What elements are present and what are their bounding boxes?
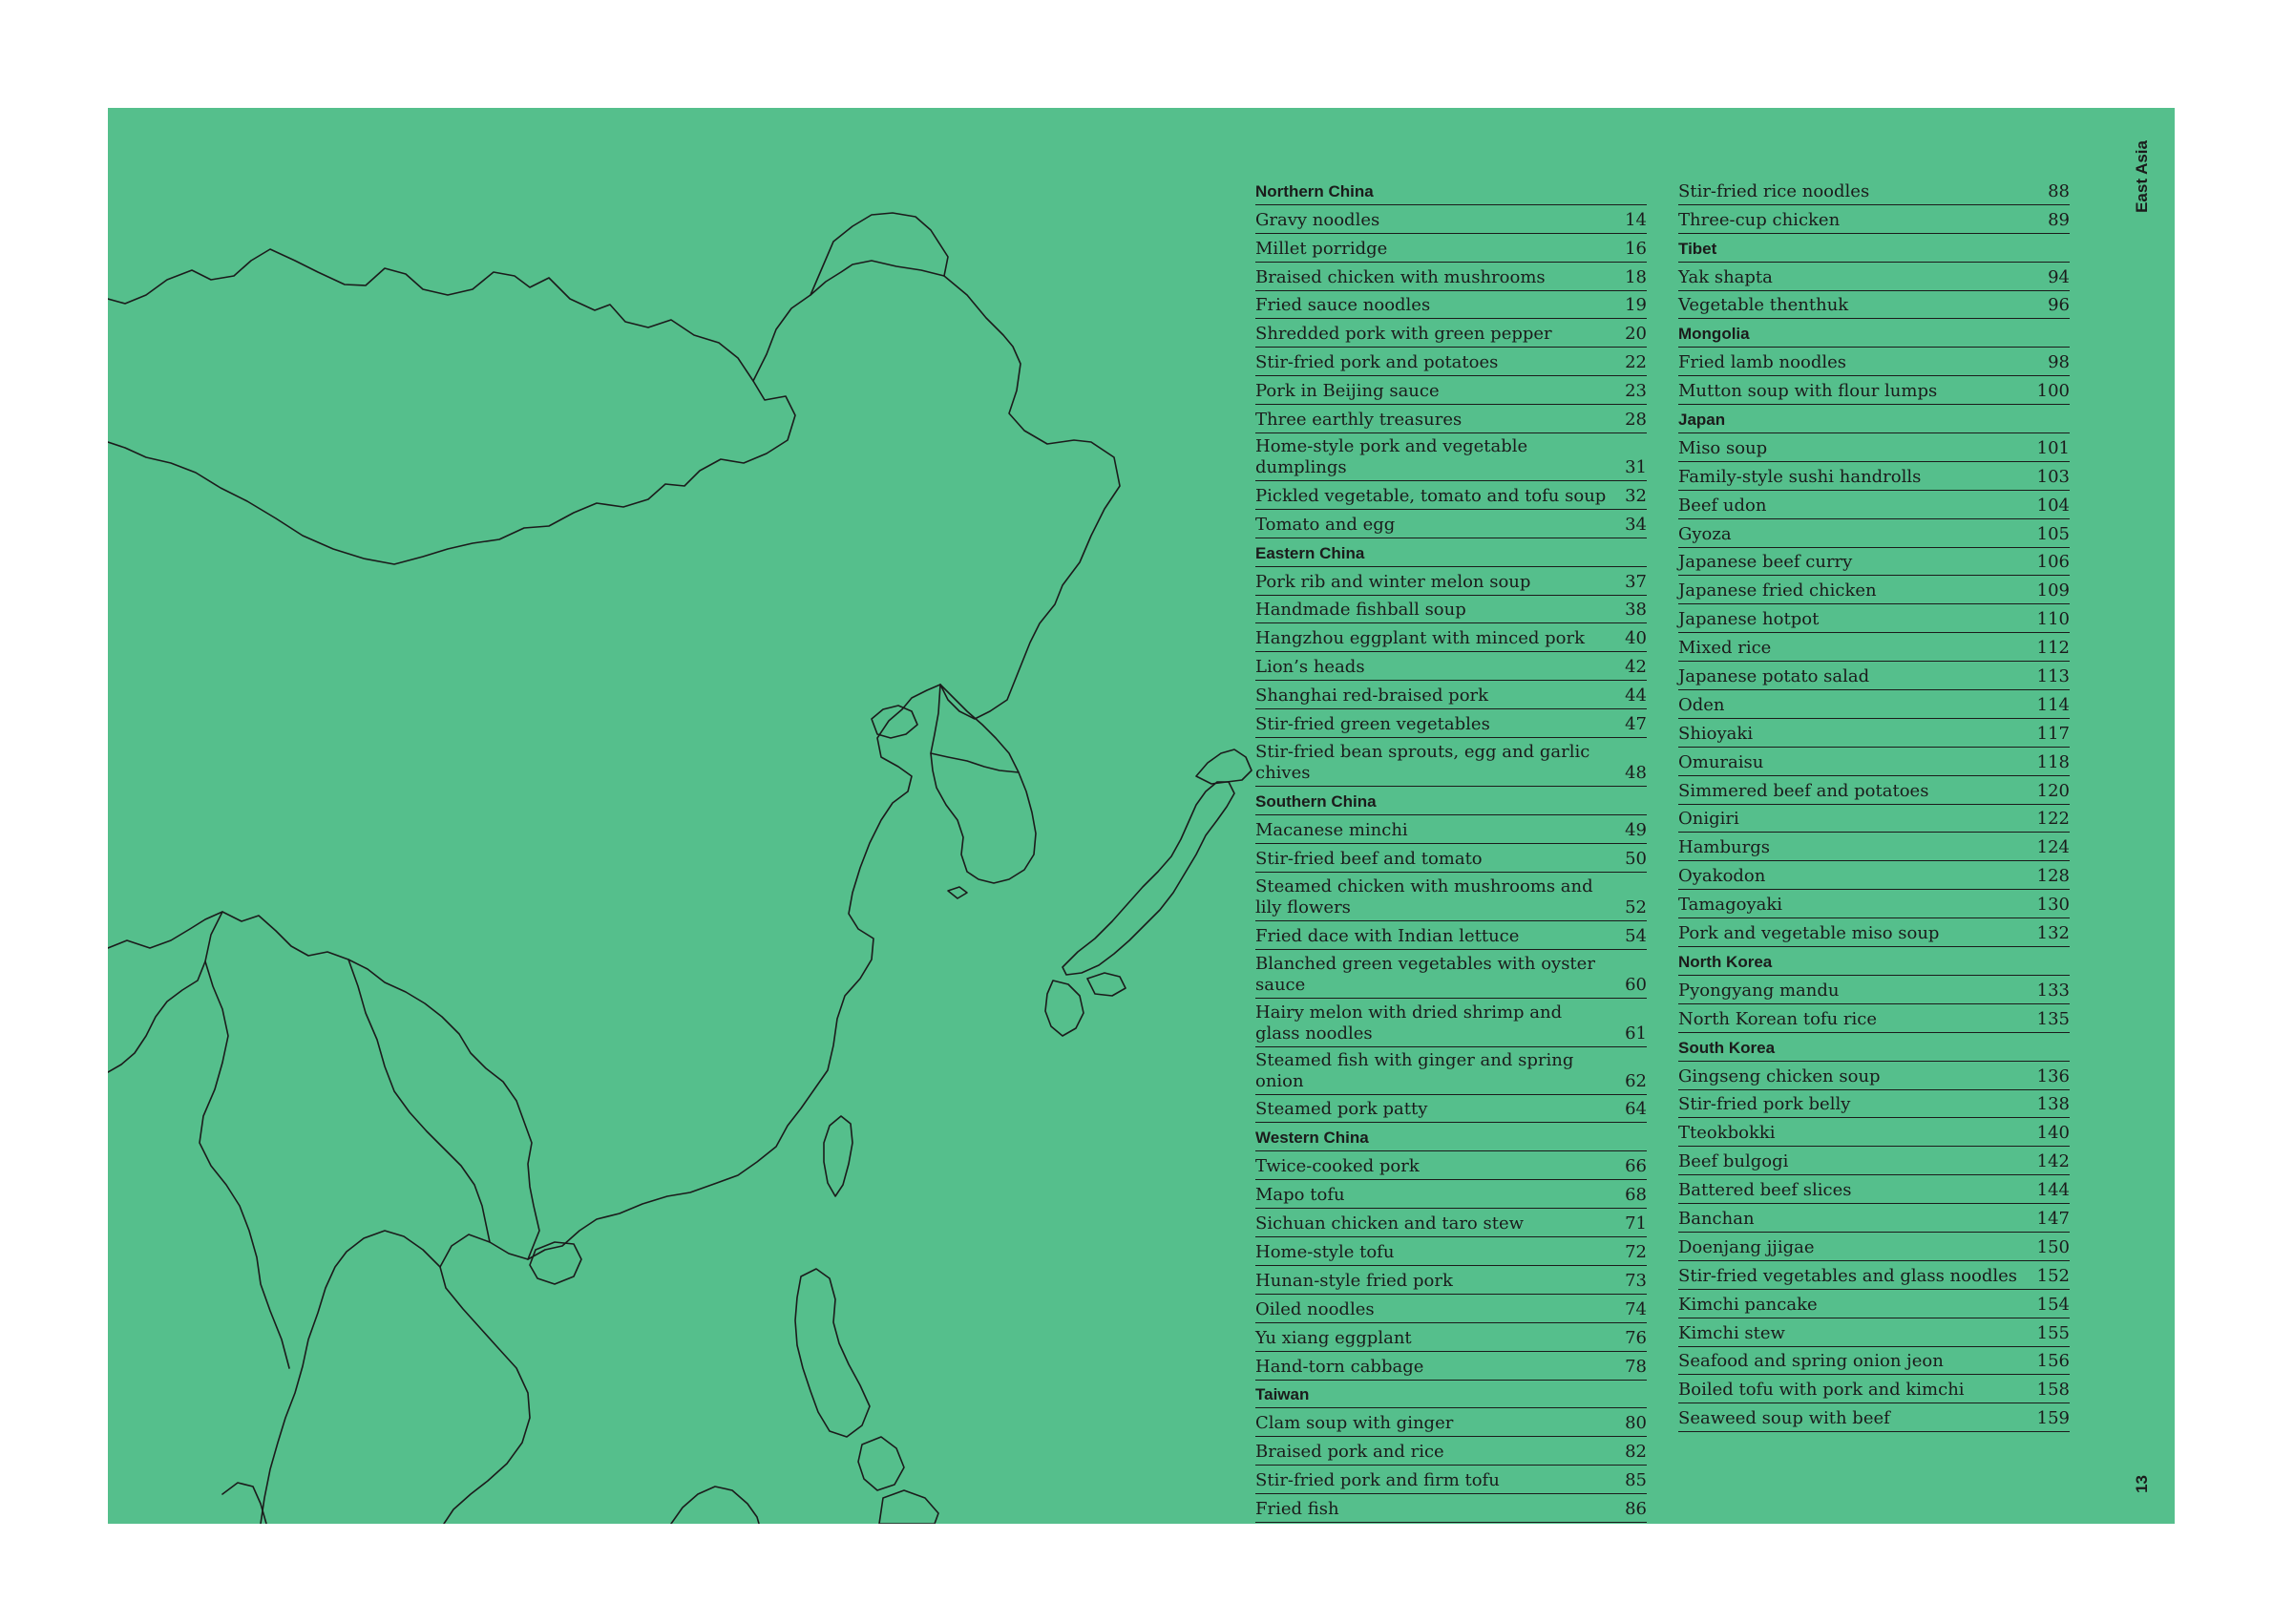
recipe-entry: [1678, 433, 2070, 462]
recipe-title: North Korean tofu rice: [1678, 1008, 1877, 1029]
recipe-title: Fried lamb noodles: [1678, 352, 1846, 373]
recipe-page-number: 130: [2036, 895, 2070, 916]
recipe-page-number: 138: [2036, 1094, 2070, 1115]
honshu-outline: [1063, 782, 1234, 975]
recipe-page-number: 94: [2048, 266, 2070, 287]
recipe-entry: [1255, 433, 1647, 481]
recipe-page-number: 142: [2036, 1151, 2070, 1172]
recipe-entry: [1255, 1209, 1647, 1237]
recipe-page-number: 80: [1625, 1413, 1647, 1434]
recipe-entry: [1678, 690, 2070, 719]
recipe-entry: [1255, 1323, 1647, 1352]
recipe-title: Kimchi pancake: [1678, 1294, 1818, 1315]
section-side-title: East Asia: [2133, 140, 2151, 213]
recipe-page-number: 159: [2036, 1408, 2070, 1429]
recipe-title: Fried dace with Indian lettuce: [1255, 925, 1520, 946]
recipe-page-number: 40: [1625, 628, 1647, 649]
recipe-entry: [1678, 462, 2070, 491]
borneo-outline: [671, 1487, 759, 1524]
recipe-title: Japanese potato salad: [1678, 666, 1870, 687]
recipe-title: Gingseng chicken soup: [1678, 1065, 1881, 1086]
region-heading: [1255, 1381, 1647, 1409]
recipe-page-number: 158: [2036, 1380, 2070, 1401]
recipe-page-number: 76: [1625, 1327, 1647, 1348]
recipe-page-number: 31: [1625, 457, 1647, 478]
recipe-title: Shanghai red-braised pork: [1255, 685, 1489, 707]
recipe-title: Seafood and spring onion jeon: [1678, 1351, 1944, 1372]
recipe-entry: [1255, 844, 1647, 873]
recipe-entry: [1255, 234, 1647, 263]
recipe-title: Stir-fried pork and potatoes: [1255, 352, 1499, 373]
recipe-entry: [1678, 776, 2070, 805]
recipe-entry: [1255, 623, 1647, 652]
recipe-title: Stir-fried bean sprouts, egg and garlic chives: [1255, 742, 1590, 784]
recipe-page-number: 89: [2048, 209, 2070, 230]
recipe-entry: [1255, 1408, 1647, 1437]
recipe-page-number: 101: [2036, 437, 2070, 458]
recipe-title: Vegetable thenthuk: [1678, 295, 1849, 316]
region-heading: [1678, 1033, 2070, 1062]
recipe-entry: [1678, 1090, 2070, 1119]
recipe-page-number: 66: [1625, 1156, 1647, 1177]
recipe-page-number: 118: [2036, 751, 2070, 772]
recipe-entry: [1255, 319, 1647, 348]
east-asia-outline-map: [108, 108, 1253, 1524]
recipe-page-number: 156: [2036, 1351, 2070, 1372]
china-coast: [528, 685, 940, 1259]
recipe-page-number: 152: [2036, 1265, 2070, 1286]
recipe-title: Stir-fried beef and tomato: [1255, 848, 1483, 869]
recipe-entry: [1678, 976, 2070, 1004]
recipe-entry: [1678, 1375, 2070, 1403]
recipe-entry: [1678, 1261, 2070, 1290]
mongolia-outline: [108, 249, 795, 564]
recipe-entry: [1678, 1318, 2070, 1347]
recipe-title: Hamburgs: [1678, 837, 1770, 858]
recipe-title: Three earthly treasures: [1255, 410, 1463, 431]
recipe-page-number: 110: [2036, 609, 2070, 630]
region-heading: [1678, 234, 2070, 263]
recipe-entry: [1678, 1403, 2070, 1432]
recipe-title: Home-style tofu: [1255, 1241, 1395, 1262]
recipe-title: Stir-fried pork and firm tofu: [1255, 1470, 1500, 1491]
myanmar-outline: [200, 912, 289, 1368]
recipe-page-number: 18: [1625, 266, 1647, 287]
recipe-title: Macanese minchi: [1255, 819, 1408, 840]
kyushu-outline: [1045, 981, 1084, 1036]
recipe-title: Shredded pork with green pepper: [1255, 324, 1552, 345]
mindanao-outline: [879, 1490, 938, 1524]
recipe-entry: [1255, 481, 1647, 510]
recipe-page-number: 140: [2036, 1123, 2070, 1144]
recipe-title: Onigiri: [1678, 809, 1739, 830]
recipe-page-number: 62: [1625, 1070, 1647, 1091]
recipe-title: Oiled noodles: [1255, 1298, 1375, 1319]
region-heading: [1255, 787, 1647, 815]
recipe-page-number: 112: [2036, 638, 2070, 659]
recipe-entry: [1255, 738, 1647, 787]
recipe-page-number: 16: [1625, 238, 1647, 259]
recipe-entry: [1678, 890, 2070, 918]
recipe-entry: [1678, 205, 2070, 234]
recipe-title: Sichuan chicken and taro stew: [1255, 1213, 1525, 1234]
recipe-page-number: 48: [1625, 763, 1647, 784]
recipe-page-number: 105: [2036, 523, 2070, 544]
recipe-page-number: 133: [2036, 980, 2070, 1001]
recipe-entry: [1255, 1295, 1647, 1323]
green-page-panel: [108, 108, 2175, 1524]
recipe-entry: [1678, 719, 2070, 748]
recipe-page-number: 71: [1625, 1213, 1647, 1234]
recipe-page-number: 120: [2036, 780, 2070, 801]
recipe-entry: [1255, 1437, 1647, 1466]
recipe-page-number: 124: [2036, 837, 2070, 858]
recipe-entry: [1678, 263, 2070, 291]
recipe-title: Tteokbokki: [1678, 1123, 1776, 1144]
recipe-entry: [1678, 1204, 2070, 1233]
recipe-entry: [1678, 548, 2070, 577]
region-heading: [1678, 319, 2070, 348]
recipe-entry: [1255, 405, 1647, 433]
recipe-entry: [1255, 921, 1647, 950]
recipe-entry: [1255, 1095, 1647, 1124]
recipe-title: Shioyaki: [1678, 723, 1754, 744]
recipe-page-number: 42: [1625, 657, 1647, 678]
recipe-title: Mapo tofu: [1255, 1185, 1345, 1206]
recipe-page-number: 154: [2036, 1294, 2070, 1315]
recipe-page-number: 34: [1625, 514, 1647, 535]
recipe-entry: [1678, 805, 2070, 833]
recipe-page-number: 38: [1625, 600, 1647, 621]
recipe-entry: [1678, 576, 2070, 604]
recipe-entry: [1678, 1233, 2070, 1261]
recipe-page-number: 60: [1625, 974, 1647, 995]
recipe-title: Beef bulgogi: [1678, 1151, 1789, 1172]
contents-column-2: [1678, 177, 2070, 1432]
recipe-page-number: 132: [2036, 923, 2070, 944]
recipe-page-number: 32: [1625, 485, 1647, 506]
recipe-title: Steamed pork patty: [1255, 1099, 1428, 1120]
recipe-page-number: 61: [1625, 1023, 1647, 1044]
recipe-page-number: 144: [2036, 1180, 2070, 1201]
recipe-page-number: 52: [1625, 896, 1647, 917]
recipe-title: Doenjang jjigae: [1678, 1236, 1815, 1257]
sumatra-outline: [222, 1483, 266, 1524]
recipe-page-number: 20: [1625, 324, 1647, 345]
recipe-title: Blanched green vegetables with oyster sauce: [1255, 953, 1595, 995]
recipe-title: Pork and vegetable miso soup: [1678, 923, 1940, 944]
recipe-entry: [1678, 1062, 2070, 1090]
shandong-outline: [872, 706, 917, 738]
indochina-outline: [440, 1234, 530, 1524]
region-heading-label: Mongolia: [1678, 325, 1750, 344]
recipe-title: Home-style pork and vegetable dumplings: [1255, 436, 1528, 478]
recipe-entry: [1678, 918, 2070, 947]
recipe-entry: [1255, 681, 1647, 709]
hainan-outline: [530, 1242, 581, 1284]
recipe-page-number: 72: [1625, 1241, 1647, 1262]
recipe-page-number: 82: [1625, 1442, 1647, 1463]
recipe-entry: [1255, 376, 1647, 405]
region-heading: [1255, 177, 1647, 205]
recipe-entry: [1678, 1290, 2070, 1318]
contents-column-1: [1255, 177, 1647, 1523]
recipe-title: Gyoza: [1678, 523, 1732, 544]
recipe-page-number: 113: [2036, 666, 2070, 687]
recipe-entry: [1255, 652, 1647, 681]
recipe-title: Millet porridge: [1255, 238, 1388, 259]
recipe-page-number: 64: [1625, 1099, 1647, 1120]
recipe-title: Lion’s heads: [1255, 657, 1365, 678]
region-heading-label: Western China: [1255, 1128, 1369, 1148]
recipe-page-number: 136: [2036, 1065, 2070, 1086]
recipe-entry: [1255, 205, 1647, 234]
recipe-title: Pickled vegetable, tomato and tofu soup: [1255, 485, 1607, 506]
recipe-entry: [1255, 999, 1647, 1047]
russia-border: [810, 213, 948, 295]
recipe-page-number: 37: [1625, 571, 1647, 592]
recipe-entry: [1255, 1466, 1647, 1494]
recipe-title: Handmade fishball soup: [1255, 600, 1466, 621]
recipe-page-number: 50: [1625, 848, 1647, 869]
recipe-entry: [1255, 567, 1647, 596]
recipe-title: Simmered beef and potatoes: [1678, 780, 1929, 801]
recipe-title: Hand-torn cabbage: [1255, 1356, 1424, 1377]
korea-dmz: [931, 753, 1019, 772]
recipe-entry: [1255, 263, 1647, 291]
recipe-title: Oyakodon: [1678, 866, 1766, 887]
india-border: [108, 961, 205, 1072]
recipe-page-number: 88: [2048, 180, 2070, 201]
manchuria-outline: [753, 261, 1120, 719]
recipe-entry: [1255, 1047, 1647, 1095]
recipe-title: Yu xiang eggplant: [1255, 1327, 1412, 1348]
recipe-page-number: 54: [1625, 925, 1647, 946]
shikoku-outline: [1087, 973, 1126, 996]
region-heading: [1255, 1123, 1647, 1151]
recipe-entry: [1678, 662, 2070, 690]
recipe-page-number: 23: [1625, 381, 1647, 402]
recipe-page-number: 68: [1625, 1185, 1647, 1206]
jeju-outline: [948, 887, 967, 898]
recipe-entry: [1255, 709, 1647, 738]
recipe-title: Tomato and egg: [1255, 514, 1396, 535]
recipe-title: Tamagoyaki: [1678, 895, 1783, 916]
recipe-title: Three-cup chicken: [1678, 209, 1841, 230]
recipe-entry: [1678, 376, 2070, 405]
recipe-entry: [1255, 873, 1647, 921]
laos-border: [348, 960, 490, 1242]
region-heading: [1255, 538, 1647, 567]
recipe-title: Japanese fried chicken: [1678, 580, 1877, 601]
recipe-title: Mutton soup with flour lumps: [1678, 381, 1938, 402]
recipe-title: Hunan-style fried pork: [1255, 1270, 1453, 1291]
recipe-title: Beef udon: [1678, 495, 1767, 516]
luzon-outline: [795, 1269, 870, 1437]
recipe-page-number: 49: [1625, 819, 1647, 840]
recipe-title: Pork rib and winter melon soup: [1255, 571, 1531, 592]
recipe-entry: [1255, 1180, 1647, 1209]
recipe-title: Omuraisu: [1678, 751, 1764, 772]
recipe-title: Steamed fish with ginger and spring onion: [1255, 1049, 1574, 1091]
recipe-entry: [1678, 604, 2070, 633]
recipe-page-number: 74: [1625, 1298, 1647, 1319]
recipe-page-number: 14: [1625, 209, 1647, 230]
recipe-title: Pyongyang mandu: [1678, 980, 1840, 1001]
region-heading: [1678, 405, 2070, 433]
recipe-title: Clam soup with ginger: [1255, 1413, 1454, 1434]
recipe-entry: [1678, 1147, 2070, 1175]
recipe-title: Oden: [1678, 694, 1725, 715]
southwest-china-border: [108, 912, 539, 1259]
recipe-title: Fried sauce noodles: [1255, 295, 1431, 316]
recipe-page-number: 85: [1625, 1470, 1647, 1491]
recipe-title: Battered beef slices: [1678, 1180, 1852, 1201]
recipe-title: Braised chicken with mushrooms: [1255, 266, 1546, 287]
recipe-title: Yak shapta: [1678, 266, 1773, 287]
recipe-title: Stir-fried rice noodles: [1678, 180, 1870, 201]
recipe-entry: [1255, 950, 1647, 999]
recipe-entry: [1678, 748, 2070, 776]
recipe-title: Japanese hotpot: [1678, 609, 1820, 630]
recipe-title: Family-style sushi handrolls: [1678, 466, 1922, 487]
recipe-page-number: 73: [1625, 1270, 1647, 1291]
region-heading-label: Tibet: [1678, 239, 1717, 258]
recipe-entry: [1678, 348, 2070, 376]
recipe-entry: [1255, 1151, 1647, 1180]
recipe-title: Hangzhou eggplant with minced pork: [1255, 628, 1586, 649]
recipe-title: Gravy noodles: [1255, 209, 1380, 230]
recipe-title: Mixed rice: [1678, 638, 1772, 659]
recipe-entry: [1678, 1175, 2070, 1204]
recipe-page-number: 147: [2036, 1208, 2070, 1229]
recipe-page-number: 22: [1625, 352, 1647, 373]
recipe-entry: [1678, 833, 2070, 861]
recipe-entry: [1255, 1237, 1647, 1266]
visayas-outline: [858, 1437, 904, 1490]
region-heading-label: Japan: [1678, 411, 1726, 430]
recipe-page-number: 114: [2036, 694, 2070, 715]
thailand-outline: [261, 1231, 440, 1524]
recipe-entry: [1255, 1266, 1647, 1295]
recipe-page-number: 128: [2036, 866, 2070, 887]
region-heading-label: South Korea: [1678, 1038, 1776, 1057]
recipe-entry: [1678, 633, 2070, 662]
recipe-entry: [1678, 1118, 2070, 1147]
recipe-page-number: 135: [2036, 1008, 2070, 1029]
recipe-entry: [1255, 596, 1647, 624]
recipe-page-number: 103: [2036, 466, 2070, 487]
recipe-title: Stir-fried vegetables and glass noodles: [1678, 1265, 2017, 1286]
region-heading-label: Taiwan: [1255, 1385, 1310, 1404]
recipe-title: Banchan: [1678, 1208, 1755, 1229]
region-heading-label: Southern China: [1255, 791, 1377, 811]
recipe-title: Seaweed soup with beef: [1678, 1408, 1890, 1429]
recipe-page-number: 106: [2036, 552, 2070, 573]
recipe-title: Twice-cooked pork: [1255, 1156, 1420, 1177]
recipe-page-number: 28: [1625, 410, 1647, 431]
recipe-page-number: 98: [2048, 352, 2070, 373]
recipe-page-number: 104: [2036, 495, 2070, 516]
recipe-title: Stir-fried green vegetables: [1255, 714, 1490, 735]
recipe-title: Hairy melon with dried shrimp and glass noodles: [1255, 1002, 1563, 1044]
recipe-entry: [1678, 861, 2070, 890]
region-heading-label: Eastern China: [1255, 543, 1365, 562]
recipe-entry: [1255, 1352, 1647, 1381]
recipe-title: Japanese beef curry: [1678, 552, 1853, 573]
recipe-page-number: 47: [1625, 714, 1647, 735]
recipe-entry: [1255, 291, 1647, 320]
recipe-entry: [1255, 1494, 1647, 1523]
recipe-entry: [1255, 815, 1647, 844]
recipe-page-number: 96: [2048, 295, 2070, 316]
recipe-entry: [1678, 1347, 2070, 1376]
hokkaido-outline: [1196, 749, 1252, 784]
recipe-page-number: 86: [1625, 1498, 1647, 1519]
recipe-title: Boiled tofu with pork and kimchi: [1678, 1380, 1965, 1401]
recipe-page-number: 109: [2036, 580, 2070, 601]
recipe-title: Miso soup: [1678, 437, 1768, 458]
recipe-entry: [1678, 291, 2070, 320]
taiwan-outline: [824, 1116, 852, 1196]
region-heading-label: North Korea: [1678, 952, 1773, 971]
recipe-title: Stir-fried pork belly: [1678, 1094, 1851, 1115]
recipe-entry: [1678, 491, 2070, 519]
recipe-page-number: 100: [2036, 381, 2070, 402]
recipe-entry: [1678, 1004, 2070, 1033]
page-number: 13: [2133, 1475, 2151, 1493]
recipe-title: Fried fish: [1255, 1498, 1339, 1519]
recipe-page-number: 44: [1625, 685, 1647, 707]
recipe-page-number: 19: [1625, 295, 1647, 316]
recipe-page-number: 122: [2036, 809, 2070, 830]
recipe-page-number: 117: [2036, 723, 2070, 744]
recipe-entry: [1678, 519, 2070, 548]
region-heading-label: Northern China: [1255, 181, 1374, 200]
recipe-title: Braised pork and rice: [1255, 1442, 1444, 1463]
recipe-entry: [1255, 348, 1647, 376]
recipe-title: Pork in Beijing sauce: [1255, 381, 1440, 402]
recipe-page-number: 78: [1625, 1356, 1647, 1377]
recipe-entry: [1255, 510, 1647, 538]
recipe-entry: [1678, 177, 2070, 205]
region-heading: [1678, 947, 2070, 976]
recipe-page-number: 150: [2036, 1236, 2070, 1257]
recipe-title: Steamed chicken with mushrooms and lily flowers: [1255, 875, 1593, 917]
recipe-page-number: 155: [2036, 1322, 2070, 1343]
recipe-title: Kimchi stew: [1678, 1322, 1785, 1343]
